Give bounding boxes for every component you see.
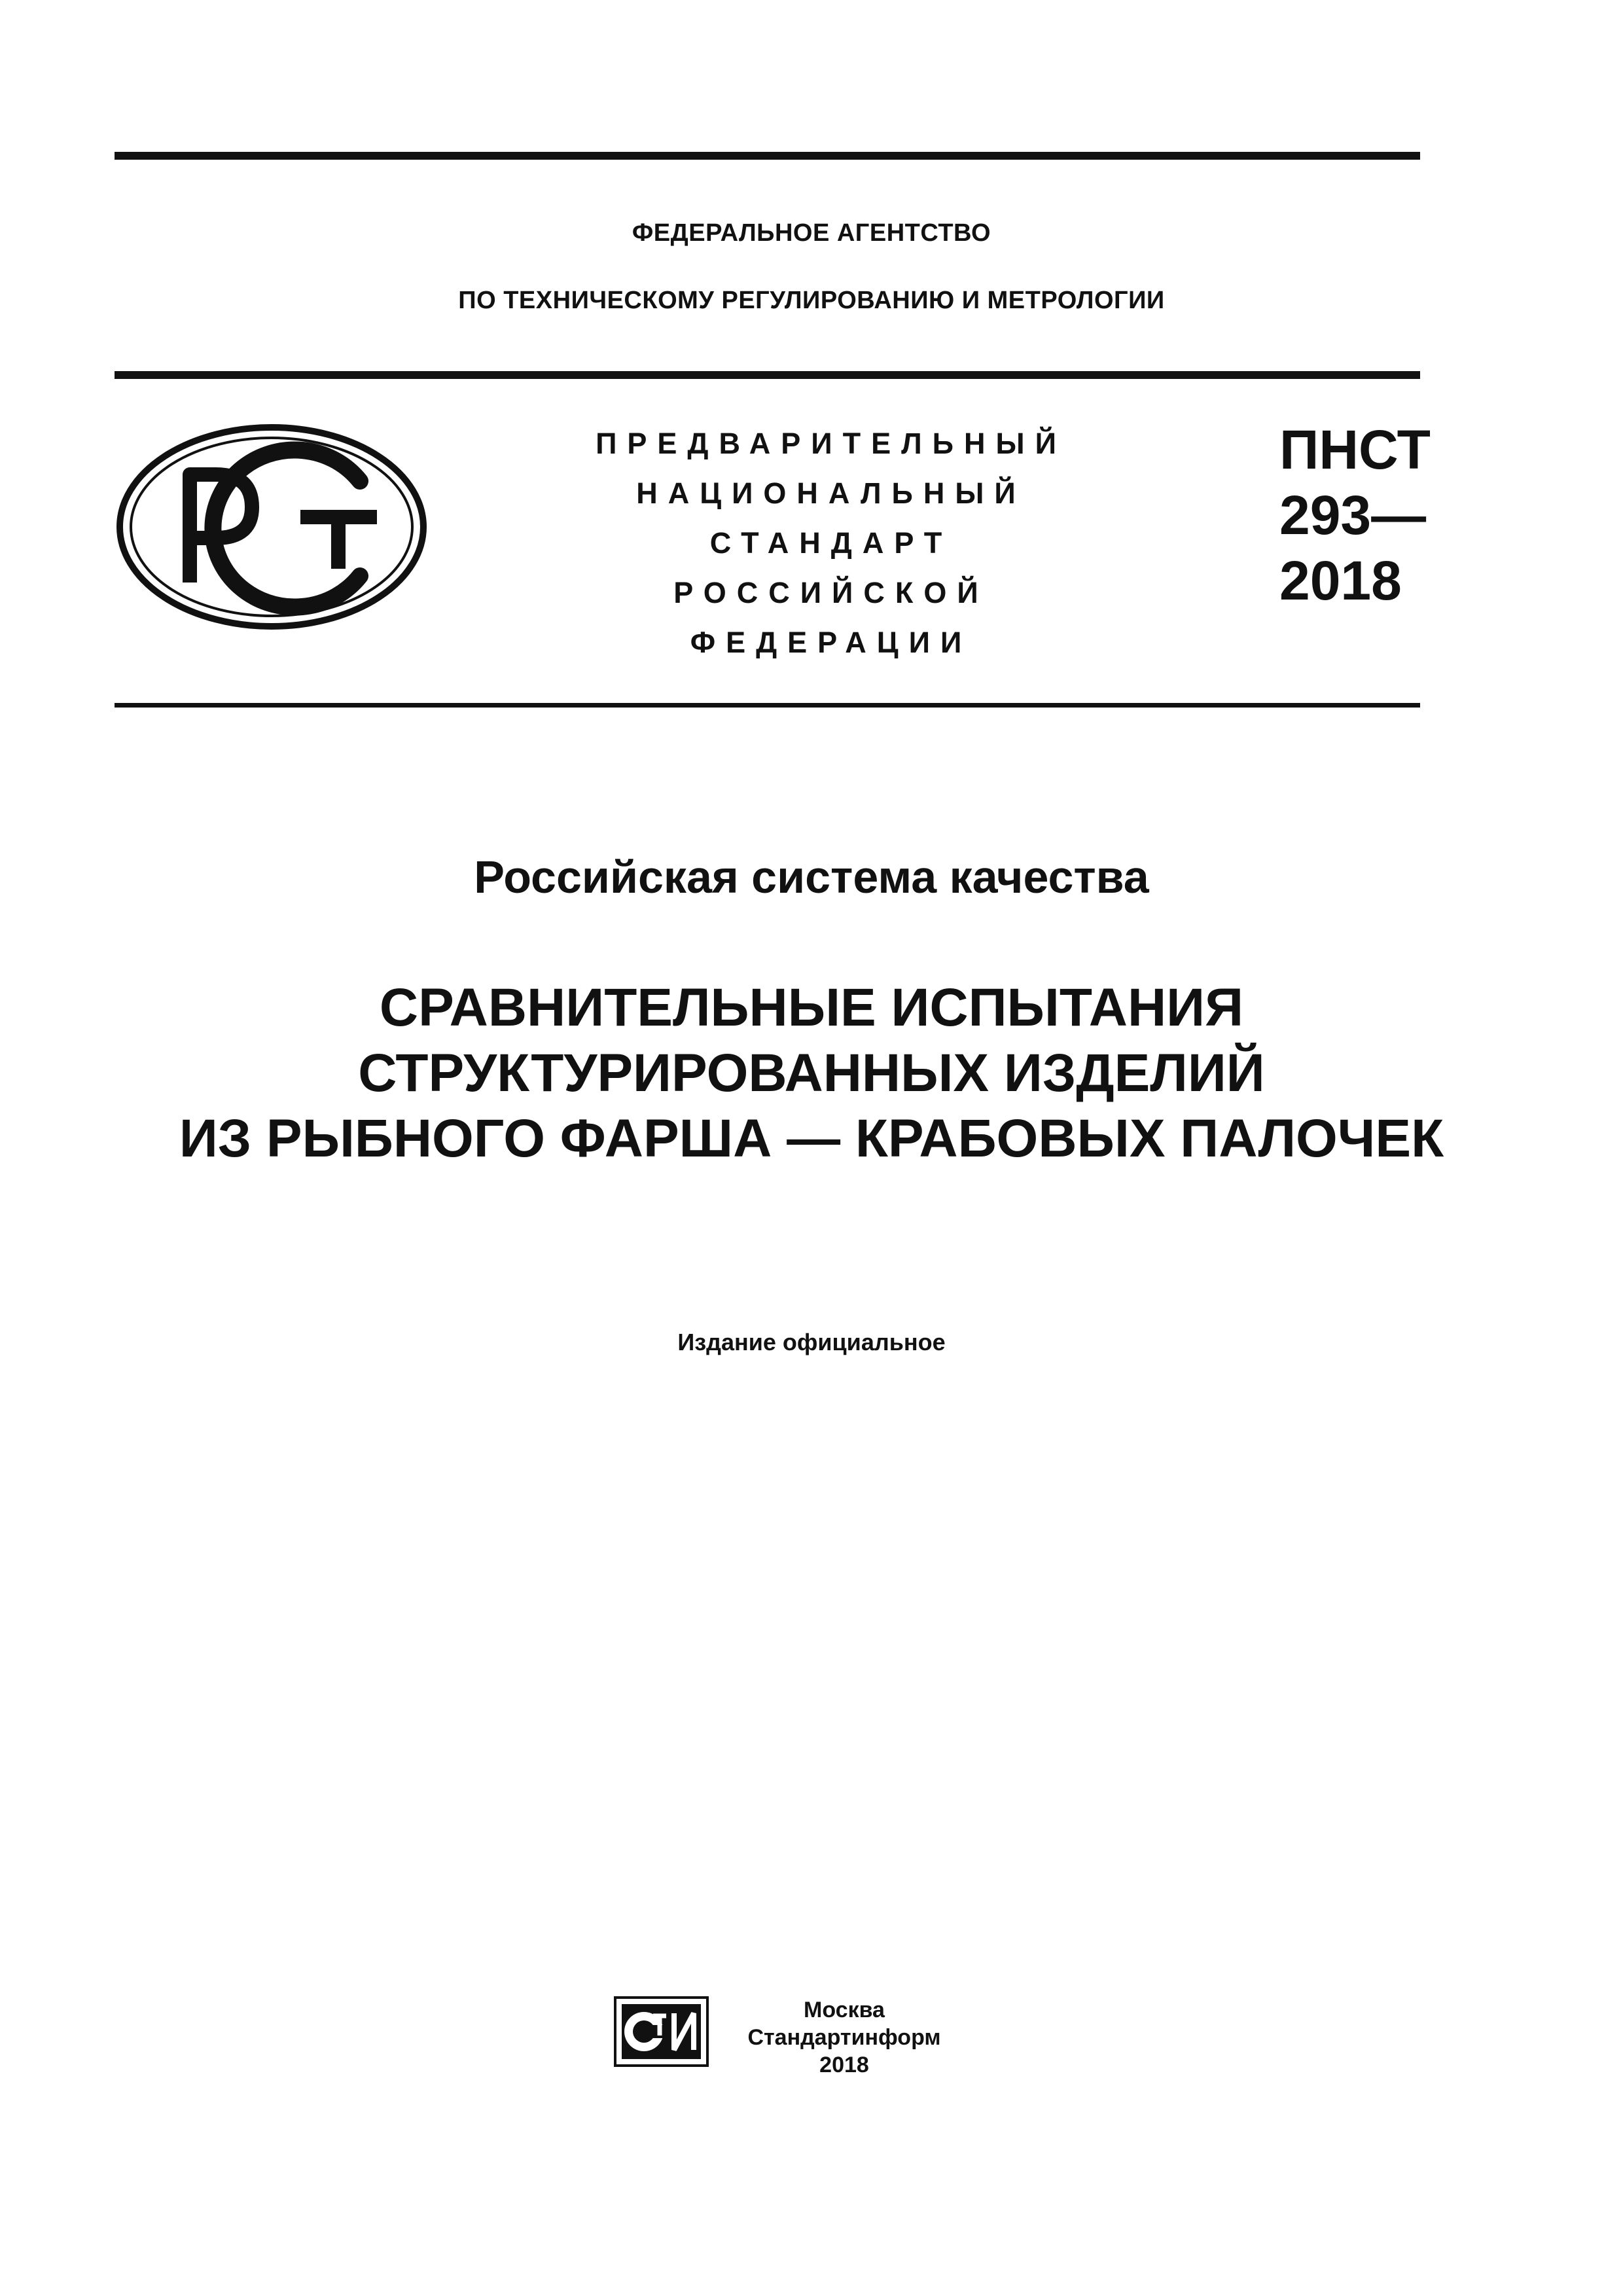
publisher-name: Стандартинформ (747, 2025, 941, 2050)
top-rule (115, 152, 1420, 160)
rst-gost-emblem-icon (111, 419, 432, 635)
designation-line-2: НАЦИОНАЛЬНЫЙ (636, 476, 1026, 510)
standard-code-line-1: ПНСТ (1279, 419, 1431, 480)
agency-line-2: ПО ТЕХНИЧЕСКОМУ РЕГУЛИРОВАНИЮ И МЕТРОЛОГИИ (458, 287, 1165, 314)
edition-label: Издание официальное (677, 1329, 946, 1355)
system-name: Российская система качества (474, 852, 1149, 903)
publisher-city: Москва (804, 1998, 885, 2022)
standard-code-line-2: 293— (1279, 484, 1427, 546)
title-line-3: ИЗ РЫБНОГО ФАРША — КРАБОВЫХ ПАЛОЧЕК (179, 1109, 1444, 1168)
designation-line-1: ПРЕДВАРИТЕЛЬНЫЙ (596, 427, 1067, 460)
publisher-year: 2018 (819, 2053, 869, 2077)
standartinform-logo-icon (614, 1996, 709, 2067)
title-line-1: СРАВНИТЕЛЬНЫЕ ИСПЫТАНИЯ (379, 978, 1244, 1037)
title-line-2: СТРУКТУРИРОВАННЫХ ИЗДЕЛИЙ (358, 1043, 1265, 1103)
standard-code-line-3: 2018 (1279, 550, 1402, 611)
agency-line-1: ФЕДЕРАЛЬНОЕ АГЕНТСТВО (632, 219, 991, 247)
header-top-rule (115, 371, 1420, 379)
designation-line-4: РОССИЙСКОЙ (673, 576, 989, 609)
header-bottom-rule (115, 703, 1420, 708)
designation-line-5: ФЕДЕРАЦИИ (690, 626, 972, 659)
designation-line-3: СТАНДАРТ (709, 526, 953, 560)
